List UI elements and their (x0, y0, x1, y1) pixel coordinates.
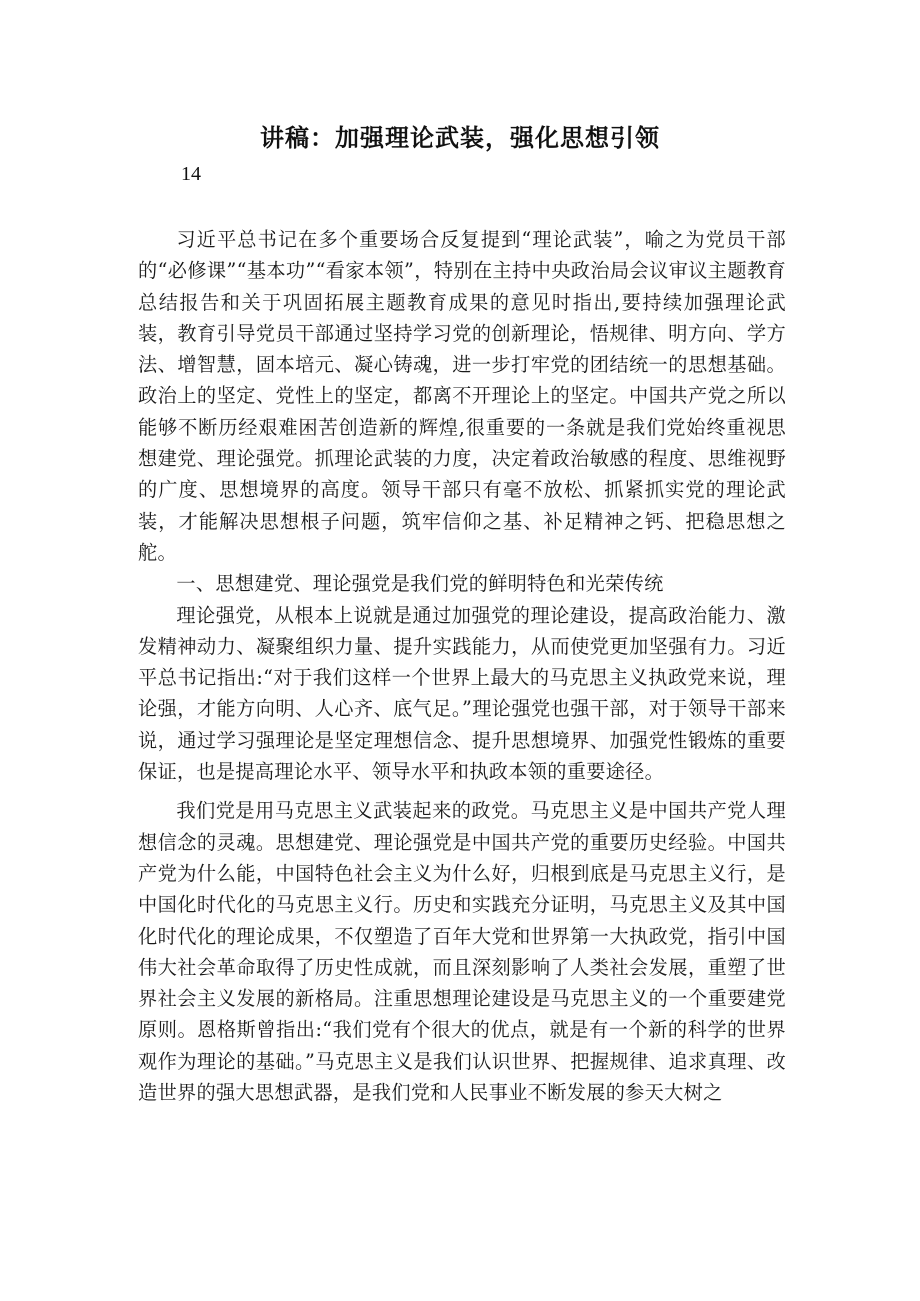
paragraph-marxism: 我们党是用马克思主义武装起来的政党。马克思主义是中国共产党人理想信念的灵魂。思想建党、理论强党是中国共产党的重要历史经验。中国共产党为什么能，中国特色社会主义为什么好，归根到底是马克思主义行，是中国化时代化的马克思主义行。历史和实践充分证明，马克思主义及其中国化时代化的理论成果，不仅塑造了百年大党和世界第一大执政党，指引中国伟大社会革命取得了历史性成就，而且深刻影响了人类社会发展，重塑了世界社会主义发展的新格局。注重思想理论建设是马克思主义的一个重要建党原则。恩格斯曾指出:“我们党有个很大的优点，就是有一个新的科学的世界观作为理论的基础。”马克思主义是我们认识世界、把握规律、追求真理、改造世界的强大思想武器，是我们党和人民事业不断发展的参天大树之 (138, 799, 786, 1105)
page-number: 14 (181, 163, 201, 185)
paragraph-theory: 理论强党，从根本上说就是通过加强党的理论建设，提高政治能力、激发精神动力、凝聚组织力量、提升实践能力，从而使党更加坚强有力。习近平总书记指出:“对于我们这样一个世界上最大的马克思主义执政党来说，理论强，才能方向明、人心齐、底气足。”理论强党也强干部，对于领导干部来说，通过学习强理论是坚定理想信念、提升思想境界、加强党性锻炼的重要保证，也是提高理论水平、领导水平和执政本领的重要途径。 (138, 603, 786, 784)
document-body (138, 224, 786, 1108)
section-heading: 一、思想建党、理论强党是我们党的鲜明特色和光荣传统 (176, 572, 664, 596)
page-title: 讲稿：加强理论武装，强化思想引领 (260, 124, 660, 152)
paragraph-intro: 习近平总书记在多个重要场合反复提到“理论武装”，喻之为党员干部的“必修课”“基本功”“看家本领”，特别在主持中央政治局会议审议主题教育总结报告和关于巩固拓展主题教育成果的意见时指出,要持续加强理论武装，教育引导党员干部通过坚持学习党的创新理论，悟规律、明方向、学方法、增智慧，固本培元、凝心铸魂，进一步打牢党的团结统一的思想基础。政治上的坚定、党性上的坚定，都离不开理论上的坚定。中国共产党之所以能够不断历经艰难困苦创造新的辉煌,很重要的一条就是我们党始终重视思想建党、理论强党。抓理论武装的力度，决定着政治敏感的程度、思维视野的广度、思想境界的高度。领导干部只有毫不放松、抓紧抓实党的理论武装，才能解决思想根子问题，筑牢信仰之基、补足精神之钙、把稳思想之舵。 (138, 228, 786, 564)
